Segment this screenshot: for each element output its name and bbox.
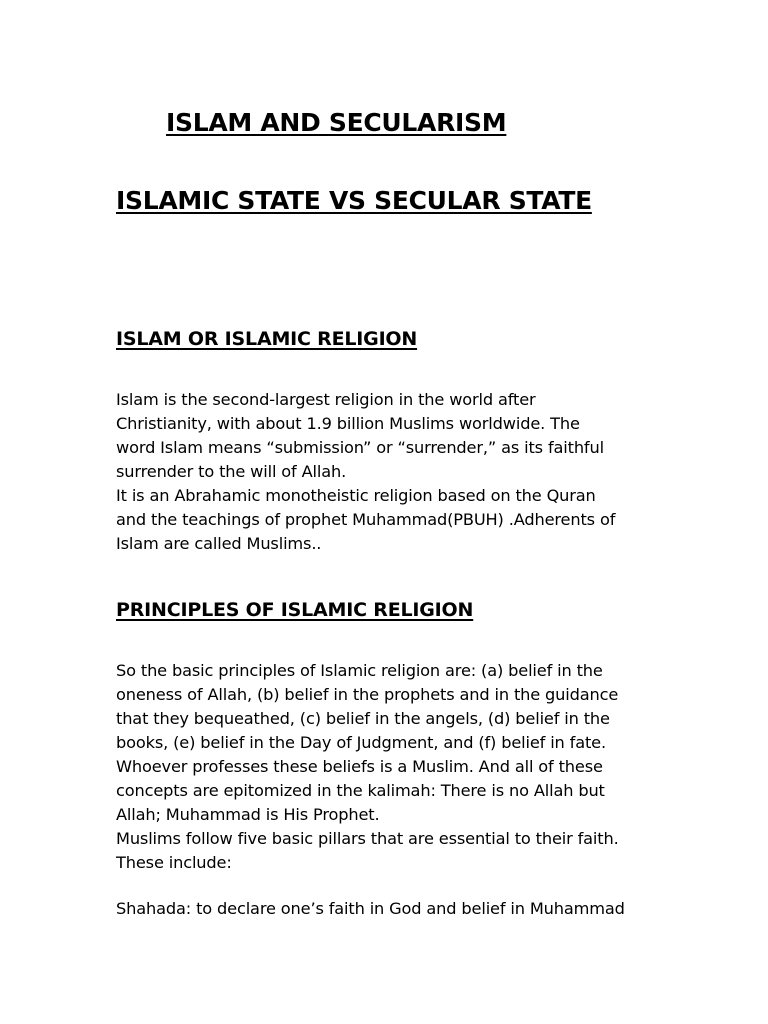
paragraph-line: and the teachings of prophet Muhammad(PBUH) .Adherents of — [116, 510, 616, 529]
paragraph-line: concepts are epitomized in the kalimah: There is no Allah but — [116, 781, 605, 800]
section-heading-principles: PRINCIPLES OF ISLAMIC RELIGION — [116, 599, 474, 621]
paragraph-line: Whoever professes these beliefs is a Muslim. And all of these — [116, 757, 603, 776]
paragraph-line: Christianity, with about 1.9 billion Muslims worldwide. The — [116, 414, 580, 433]
paragraph-principles — [116, 659, 676, 875]
paragraph-line: surrender to the will of Allah. — [116, 462, 347, 481]
paragraph-line: So the basic principles of Islamic religion are: (a) belief in the — [116, 661, 603, 680]
paragraph-line: Shahada: to declare one’s faith in God and belief in Muhammad — [116, 899, 625, 918]
paragraph-line: Muslims follow five basic pillars that are essential to their faith. — [116, 829, 619, 848]
paragraph-shahada — [116, 897, 676, 921]
paragraph-line: word Islam means “submission” or “surrender,” as its faithful — [116, 438, 604, 457]
paragraph-line: Allah; Muhammad is His Prophet. — [116, 805, 380, 824]
paragraph-line: that they bequeathed, (c) belief in the angels, (d) belief in the — [116, 709, 610, 728]
paragraph-line: It is an Abrahamic monotheistic religion based on the Quran — [116, 486, 596, 505]
paragraph-line: Islam is the second-largest religion in the world after — [116, 390, 536, 409]
document-title: ISLAM AND SECULARISM — [166, 108, 507, 137]
document-subtitle: ISLAMIC STATE VS SECULAR STATE — [116, 186, 592, 215]
paragraph-line: Islam are called Muslims.. — [116, 534, 322, 553]
section-heading-islam: ISLAM OR ISLAMIC RELIGION — [116, 328, 418, 350]
paragraph-line: oneness of Allah, (b) belief in the prophets and in the guidance — [116, 685, 619, 704]
paragraph-line: books, (e) belief in the Day of Judgment, and (f) belief in fate. — [116, 733, 606, 752]
paragraph-line: These include: — [116, 853, 232, 872]
paragraph-islam-intro — [116, 388, 676, 556]
